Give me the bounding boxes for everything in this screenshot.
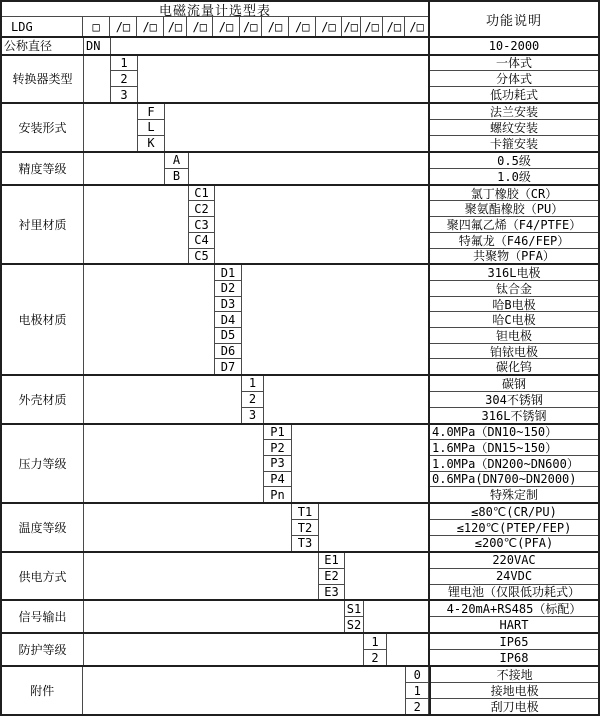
model-slash-box-cell: /□ bbox=[409, 19, 424, 34]
function-cell: 钛合金 bbox=[430, 280, 598, 296]
section-label: 防护等级 bbox=[2, 634, 84, 665]
gap-cell bbox=[387, 634, 428, 665]
function-column bbox=[429, 667, 598, 714]
function-column bbox=[428, 56, 598, 103]
code-cell: T3 bbox=[292, 535, 318, 551]
code-column bbox=[345, 601, 364, 632]
code-cell: 2 bbox=[111, 70, 137, 86]
code-cell: C4 bbox=[189, 232, 214, 248]
gap-cell bbox=[215, 186, 428, 264]
function-cell: 不接地 bbox=[496, 668, 533, 683]
gap-cell bbox=[111, 38, 428, 54]
function-cell: 1.0MPa（DN200~DN600） bbox=[430, 455, 598, 471]
code-cell: S2 bbox=[346, 617, 362, 632]
section-label: 安装形式 bbox=[2, 104, 84, 151]
code-cell: C3 bbox=[189, 216, 214, 232]
model-slash-box-cell: /□ bbox=[342, 17, 361, 36]
code-cell: D2 bbox=[215, 280, 241, 296]
code-cell: D6 bbox=[215, 343, 241, 359]
code-cell: P3 bbox=[264, 455, 291, 471]
function-cell: 哈C电极 bbox=[430, 311, 598, 327]
code-column bbox=[364, 634, 387, 665]
gap-cell bbox=[319, 504, 428, 551]
model-code-row bbox=[2, 17, 428, 36]
section-label: 电极材质 bbox=[2, 265, 84, 374]
code-cell: 2 bbox=[406, 698, 428, 714]
function-cell: 钽电极 bbox=[430, 327, 598, 343]
code-cell: L bbox=[138, 119, 164, 135]
gap-cell bbox=[84, 153, 165, 184]
function-column bbox=[428, 425, 598, 503]
gap-cell bbox=[345, 553, 428, 600]
section-label: 外壳材质 bbox=[2, 376, 84, 423]
code-column bbox=[406, 667, 429, 714]
code-cell: P4 bbox=[264, 471, 291, 487]
code-cell: B bbox=[165, 168, 188, 184]
section-label: 供电方式 bbox=[2, 553, 84, 600]
function-cell: 卡箍安装 bbox=[430, 135, 598, 151]
section-label: 转换器类型 bbox=[2, 56, 84, 103]
gap-cell bbox=[264, 376, 428, 423]
gap-cell bbox=[84, 376, 242, 423]
section-nominal-diameter bbox=[2, 38, 598, 54]
function-cell: IP68 bbox=[430, 649, 598, 665]
page-title: 电磁流量计选型表 bbox=[2, 2, 428, 17]
section-lining-material bbox=[2, 184, 598, 264]
model-slash-box-cell: /□ bbox=[240, 17, 262, 36]
code-cell: P1 bbox=[270, 424, 285, 439]
code-column bbox=[189, 186, 215, 264]
code-cell: 1 bbox=[248, 376, 257, 391]
gap-cell bbox=[364, 601, 428, 632]
section-label: 公称直径 bbox=[2, 38, 84, 54]
gap-cell bbox=[84, 56, 111, 103]
section-label: 精度等级 bbox=[2, 153, 84, 184]
section-installation-form bbox=[2, 102, 598, 151]
function-cell: 共聚物（PFA） bbox=[430, 248, 598, 264]
section-housing-material bbox=[2, 374, 598, 423]
function-cell: 低功耗式 bbox=[430, 86, 598, 102]
code-cell: E2 bbox=[319, 568, 344, 584]
function-cell: 刮刀电极 bbox=[431, 698, 598, 714]
model-slash-box-cell: /□ bbox=[137, 17, 164, 36]
gap-cell bbox=[84, 265, 215, 374]
function-cell: 特殊定制 bbox=[430, 486, 598, 502]
model-slash-box-cell: /□ bbox=[289, 17, 316, 36]
section-label: 压力等级 bbox=[2, 425, 84, 503]
code-cell: C1 bbox=[194, 186, 209, 201]
code-cell: D3 bbox=[215, 296, 241, 312]
function-column bbox=[428, 553, 598, 600]
function-cell: 10-2000 bbox=[488, 38, 540, 53]
gap-cell bbox=[84, 601, 345, 632]
code-cell: D4 bbox=[215, 311, 241, 327]
function-cell: ≤80℃(CR/PU) bbox=[471, 504, 557, 519]
function-cell: 220VAC bbox=[492, 553, 536, 568]
code-cell: 0 bbox=[413, 667, 421, 682]
function-cell: 法兰安装 bbox=[489, 105, 538, 119]
code-cell: S1 bbox=[346, 601, 362, 616]
function-cell: 一体式 bbox=[495, 56, 532, 71]
function-column bbox=[428, 186, 598, 264]
code-cell: 2 bbox=[364, 649, 386, 665]
function-cell: 接地电极 bbox=[431, 682, 598, 698]
function-column bbox=[428, 153, 598, 184]
function-cell: IP65 bbox=[499, 634, 529, 649]
function-cell: 24VDC bbox=[430, 568, 598, 584]
code-cell: D1 bbox=[220, 265, 236, 280]
code-column bbox=[319, 553, 345, 600]
function-column bbox=[428, 265, 598, 374]
function-cell: 316L电极 bbox=[487, 266, 541, 281]
section-temperature-rating bbox=[2, 502, 598, 551]
code-column bbox=[292, 504, 319, 551]
function-column bbox=[428, 376, 598, 423]
function-cell: 锂电池（仅限低功耗式） bbox=[430, 584, 598, 600]
code-cell: K bbox=[138, 135, 164, 151]
section-label: 衬里材质 bbox=[2, 186, 84, 264]
function-cell: 316L不锈钢 bbox=[430, 407, 598, 423]
code-column bbox=[242, 376, 264, 423]
function-cell: HART bbox=[430, 616, 598, 632]
gap-cell bbox=[84, 634, 364, 665]
model-slash-box-cell: /□ bbox=[213, 17, 240, 36]
code-cell: D5 bbox=[215, 327, 241, 343]
section-label: 信号输出 bbox=[2, 601, 84, 632]
gap-cell bbox=[84, 425, 264, 503]
section-label: 附件 bbox=[2, 667, 83, 714]
function-cell: 特氟龙（F46/FEP） bbox=[430, 232, 598, 248]
code-column bbox=[165, 153, 189, 184]
code-cell: E1 bbox=[324, 553, 339, 568]
model-slash-box-cell: /□ bbox=[164, 17, 188, 36]
function-column bbox=[428, 634, 598, 665]
gap-cell bbox=[242, 265, 428, 374]
code-cell: P2 bbox=[264, 439, 291, 455]
gap-cell bbox=[292, 425, 428, 503]
model-slash-box-cell: /□ bbox=[262, 17, 290, 36]
code-column bbox=[264, 425, 292, 503]
code-cell: DN bbox=[86, 38, 101, 53]
model-slash-box-cell: /□ bbox=[187, 17, 213, 36]
section-power-supply bbox=[2, 551, 598, 600]
gap-cell bbox=[138, 56, 428, 103]
function-cell: 4.0MPa（DN10~150） bbox=[432, 425, 558, 440]
code-cell: Pn bbox=[264, 486, 291, 502]
code-cell: T1 bbox=[297, 504, 313, 519]
gap-cell bbox=[83, 667, 406, 714]
header-left bbox=[2, 2, 430, 36]
section-electrode-material bbox=[2, 263, 598, 374]
function-cell: 碳化钨 bbox=[430, 358, 598, 374]
model-slash-box-cell: /□ bbox=[316, 17, 342, 36]
function-column bbox=[428, 38, 598, 54]
function-cell: 螺纹安装 bbox=[430, 119, 598, 135]
code-column bbox=[111, 56, 138, 103]
model-slash-box-cell: /□ bbox=[361, 17, 384, 36]
model-slash-box-cell: /□ bbox=[383, 17, 405, 36]
gap-cell bbox=[165, 104, 428, 151]
function-column bbox=[428, 104, 598, 151]
function-cell: 0.5级 bbox=[497, 153, 531, 168]
code-cell: 3 bbox=[111, 86, 137, 102]
code-cell: D7 bbox=[215, 358, 241, 374]
code-cell: 2 bbox=[242, 391, 263, 407]
section-converter-type bbox=[2, 54, 598, 103]
section-signal-output bbox=[2, 599, 598, 632]
model-box-cell: □ bbox=[83, 17, 110, 36]
code-cell: 3 bbox=[242, 407, 263, 423]
gap-cell bbox=[84, 186, 189, 264]
code-cell: F bbox=[147, 104, 155, 119]
function-cell: 氯丁橡胶（CR） bbox=[470, 186, 558, 201]
code-cell: 1 bbox=[406, 682, 428, 698]
function-column bbox=[428, 601, 598, 632]
section-label: 温度等级 bbox=[2, 504, 84, 551]
gap-cell bbox=[189, 153, 428, 184]
function-cell: 0.6MPa(DN700~DN2000) bbox=[430, 471, 598, 487]
function-cell: 哈B电极 bbox=[430, 296, 598, 312]
code-cell: T2 bbox=[292, 519, 318, 535]
gap-cell bbox=[84, 504, 292, 551]
model-slash-box-cell: /□ bbox=[110, 17, 137, 36]
function-cell: 聚四氟乙烯（F4/PTFE） bbox=[430, 216, 598, 232]
code-column bbox=[84, 38, 111, 54]
function-cell: 4-20mA+RS485（标配） bbox=[446, 602, 582, 617]
code-cell: E3 bbox=[319, 584, 344, 600]
function-cell: ≤200℃(PFA) bbox=[430, 535, 598, 551]
section-protection-class bbox=[2, 632, 598, 665]
code-cell: 1 bbox=[120, 55, 128, 70]
function-cell: 铂铱电极 bbox=[430, 343, 598, 359]
section-pressure-rating bbox=[2, 423, 598, 503]
code-cell: C2 bbox=[189, 200, 214, 216]
function-cell: 聚氨酯橡胶（PU） bbox=[430, 200, 598, 216]
function-column bbox=[428, 504, 598, 551]
function-cell: 1.6MPa（DN15~150） bbox=[430, 439, 598, 455]
code-cell: A bbox=[172, 153, 181, 168]
function-cell: ≤120℃(PTEP/FEP) bbox=[430, 519, 598, 535]
function-cell: 1.0级 bbox=[430, 168, 598, 184]
function-cell: 分体式 bbox=[430, 70, 598, 86]
table-body bbox=[2, 38, 598, 714]
code-column bbox=[215, 265, 242, 374]
model-prefix: LDG bbox=[2, 17, 83, 36]
code-cell: 1 bbox=[371, 634, 379, 649]
gap-cell bbox=[84, 553, 319, 600]
section-accuracy-class bbox=[2, 151, 598, 184]
gap-cell bbox=[84, 104, 138, 151]
function-cell: 碳钢 bbox=[501, 376, 526, 391]
function-cell: 304不锈钢 bbox=[430, 391, 598, 407]
section-accessories bbox=[2, 665, 598, 714]
table-header bbox=[2, 2, 598, 38]
code-column bbox=[138, 104, 165, 151]
function-column-header: 功能说明 bbox=[485, 13, 542, 29]
code-cell: C5 bbox=[189, 248, 214, 264]
